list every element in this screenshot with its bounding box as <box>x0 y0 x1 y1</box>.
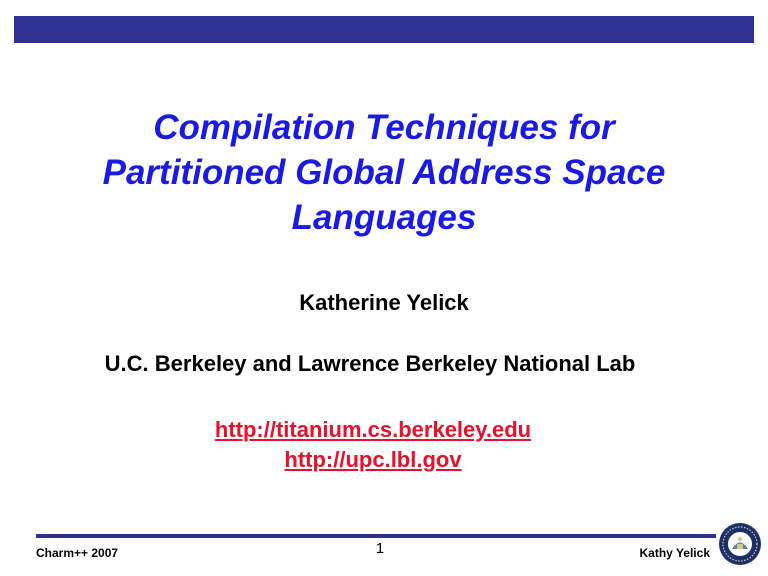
title-line-3: Languages <box>291 198 477 237</box>
footer-event: Charm++ 2007 <box>36 546 119 560</box>
top-header-bar <box>14 16 754 43</box>
links-block <box>0 415 746 475</box>
title-line-1: Compilation Techniques for <box>153 108 615 147</box>
upc-link[interactable]: http://upc.lbl.gov <box>284 447 462 472</box>
titanium-link[interactable]: http://titanium.cs.berkeley.edu <box>214 417 532 442</box>
footer-author: Kathy Yelick <box>639 546 710 560</box>
author-affiliation: U.C. Berkeley and Lawrence Berkeley National Lab <box>104 351 636 376</box>
slide-title <box>40 105 728 240</box>
page-number: 1 <box>375 540 385 557</box>
university-seal-icon <box>718 522 762 566</box>
title-line-2: Partitioned Global Address Space <box>102 153 666 192</box>
author-name: Katherine Yelick <box>299 290 469 315</box>
footer-divider <box>36 534 716 538</box>
